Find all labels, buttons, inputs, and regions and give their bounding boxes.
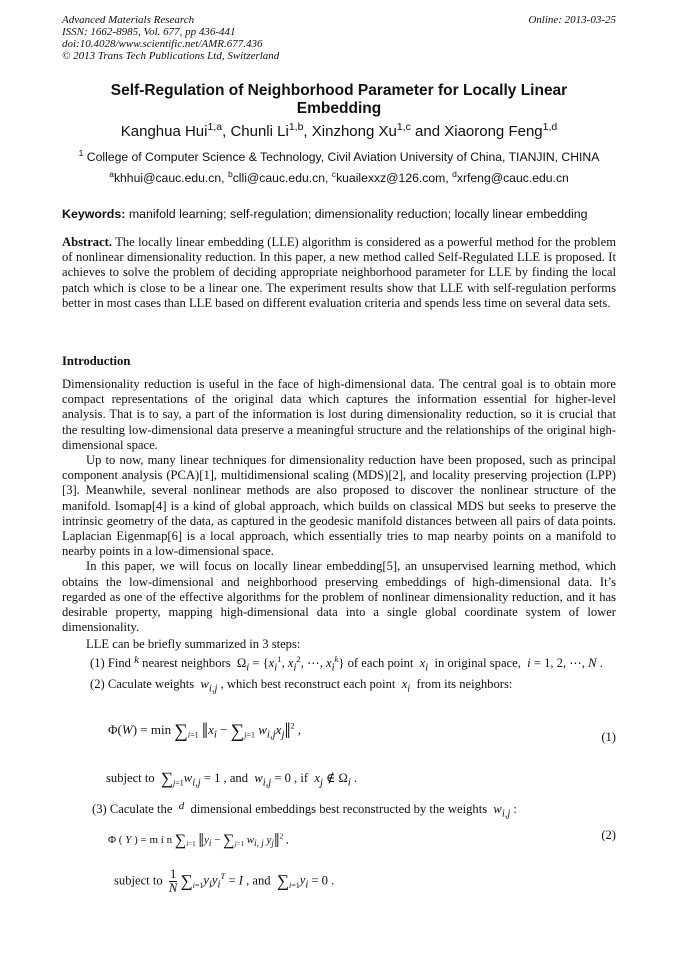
author-name: Chunli Li — [230, 123, 289, 140]
step-2-text: from its neighbors: — [416, 677, 513, 691]
constraint-1: subject to $\sum_{j=1}w_{i,j} = 1$ , and $w_{i,j} = 0$ , if $x_j$ ∉ $\Omega_i$ . — [106, 769, 358, 789]
equation-number: (1) — [601, 730, 616, 744]
constraint-2: subject to $\frac{1}{N} \sum_{i=1}y_iy_i^T = I$ , and $\sum_{i=1}y_i = 0$ . — [114, 867, 335, 895]
equation-1: $\Phi(W) = \min \sum_{i=1}$ $‖x_i - \sum_{j=1}$ $w_{i,j}x_j‖^2$ , — [108, 718, 302, 743]
title-line-2: Embedding — [296, 100, 382, 117]
author-sup: 1,d — [542, 121, 558, 133]
paragraph: Up to now, many linear techniques for dimensionality reduction have been proposed, such as principal component analysis (PCA)[1], multidimensional scaling (MDS)[2], and locality preserving projection (LPP)[3]. Meanwhile, several nonlinear methods are also proposed to discover the nonlinear structure of the manifold. Isomap[4] is a kind of global approach, which builds on classical MDS but seeks to preserve the intrinsic geometry of the data, as captured in the geodesic manifold distances between all pairs of data points. Laplacian Eigenmap[6] is a local approach, which essentially tries to map nearby points on a manifold to nearby points in a low-dimensional space. — [62, 453, 616, 559]
email-list: $^a$khhui@cauc.edu.cn, $^b$clli@cauc.edu.cn, $^c$kuailexxz@126.com, $^d$xrfeng@cauc.edu.cn — [109, 168, 569, 185]
journal-name: Advanced Materials Research — [62, 14, 195, 26]
doi-line: doi:10.4028/www.scientific.net/AMR.677.436 — [62, 38, 263, 50]
step-2-label: (2) Caculate weights — [90, 677, 195, 691]
author-sup: 1,c — [396, 121, 411, 133]
affiliation-sup: 1 — [78, 147, 84, 158]
author-sup: 1,a — [207, 121, 223, 133]
paragraph: Dimensionality reduction is useful in the face of high-dimensional data. The central goal is to obtain more compact representations of the original data which captures the information essential for higher-level analysis. That is to say, a part of the information is lost during dimensionality reduction, so it is crucial that the resulting low-dimensional data preserve a meaningful structure and the relationships of the original high-dimensional space. — [62, 377, 616, 452]
section-heading: Introduction — [62, 354, 131, 368]
author-name: Xinzhong Xu — [311, 123, 397, 140]
email-sup: d — [452, 168, 457, 179]
step-1: (1) Find k nearest neighbors $\Omega_i = \{x_i^1$, $x_i^2$, ⋯, $x_i^k$} of each point $x_i$ in original space, i = 1, 2, ⋯, N . — [90, 653, 603, 674]
step-2-text: , which best reconstruct each point — [220, 677, 396, 691]
intro-body — [62, 377, 616, 635]
step-1-text: in original space, — [434, 656, 521, 670]
author-name: Xiaorong Feng — [444, 123, 543, 140]
copyright-line: © 2013 Trans Tech Publications Ltd, Switzerland — [62, 50, 280, 62]
and-text: , and — [223, 771, 249, 785]
abstract-text: The locally linear embedding (LLE) algorithm is considered as a powerful method for the problem of nonlinear dimensionality reduction. In this paper, a new method called Self-Regulated LLE is proposed. It achieves to solve the problem of deciding appropriate neighborhood parameter for LLE by finding the local patch which is close to be a linear one. The experiment results show that LLE with self-regulation performs better in most cases than LLE based on different evaluation criteria and spends less time on several data sets. — [62, 235, 616, 310]
email-sup: a — [109, 168, 114, 179]
step-1-label: (1) Find — [90, 656, 131, 670]
online-date: Online: 2013-03-25 — [528, 14, 616, 26]
step-3-text: dimensional embeddings best reconstructed by the weights — [190, 802, 488, 816]
paper-title — [62, 82, 616, 118]
email: xrfeng@cauc.edu.cn — [456, 171, 569, 185]
equation-number: (2) — [601, 828, 616, 842]
keywords-text: manifold learning; self-regulation; dimensionality reduction; locally linear embedding — [128, 207, 588, 221]
issn-line: ISSN: 1662-8985, Vol. 677, pp 436-441 — [62, 26, 236, 38]
affiliation — [62, 147, 616, 164]
author-list: Kanghua Hui$^{1,a}$, Chunli Li$^{1,b}$, Xinzhong Xu$^{1,c}$ and Xiaorong Feng$^{1,d}$ — [120, 121, 558, 140]
and-text: , and — [246, 873, 271, 888]
step-1-text: nearest neighbors — [142, 656, 231, 670]
abstract-label: Abstract. — [62, 235, 113, 249]
if-text: , if — [294, 771, 309, 785]
email: khhui@cauc.edu.cn — [113, 171, 222, 185]
affiliation-text: College of Computer Science & Technology, Civil Aviation University of China, TIANJIN, CHINA — [86, 150, 600, 164]
author-name: Kanghua Hui — [120, 123, 208, 140]
step-3: (3) Caculate the d dimensional embeddings best reconstructed by the weights $w_{i,j}$ : — [92, 800, 517, 820]
equation-2: Φ ( Y ) = m i n $\sum_{i=1}$ $‖y_i - \sum_{j=1}$ $w_{i, j}$ $y_j‖^2$ , — [108, 830, 289, 852]
step-2: (2) Caculate weights $w_{i,j}$ , which best reconstruct each point $x_i$ from its neighbors: — [90, 677, 513, 695]
email: kuailexxz@126.com — [336, 171, 446, 185]
title-line-1: Self-Regulation of Neighborhood Parameter for Locally Linear — [110, 82, 568, 99]
keywords — [62, 207, 616, 221]
subject-to: subject to — [106, 771, 155, 785]
author-sup: 1,b — [288, 121, 304, 133]
steps-intro: LLE can be briefly summarized in 3 steps: — [86, 637, 301, 651]
email-sup: b — [227, 168, 233, 179]
subject-to: subject to — [114, 873, 163, 888]
paragraph: In this paper, we will focus on locally linear embedding[5], an unsupervised learning method, which obtains the low-dimensional and neighborhood preserving embeddings of high-dimensional data. It’s regarded as one of the effective algorithms for the problem of nonlinear dimensionality reduction, and it has desirable property, mapping high-dimensional data into a single global coordinate system of lower dimensionality. — [62, 559, 616, 635]
step-3-label: (3) Caculate the — [92, 802, 173, 816]
keywords-label: Keywords: — [62, 207, 126, 221]
abstract — [62, 235, 616, 311]
email: clli@cauc.edu.cn — [232, 171, 326, 185]
email-sup: c — [331, 168, 337, 179]
step-1-text: of each point — [347, 656, 414, 670]
journal-header — [62, 14, 616, 62]
